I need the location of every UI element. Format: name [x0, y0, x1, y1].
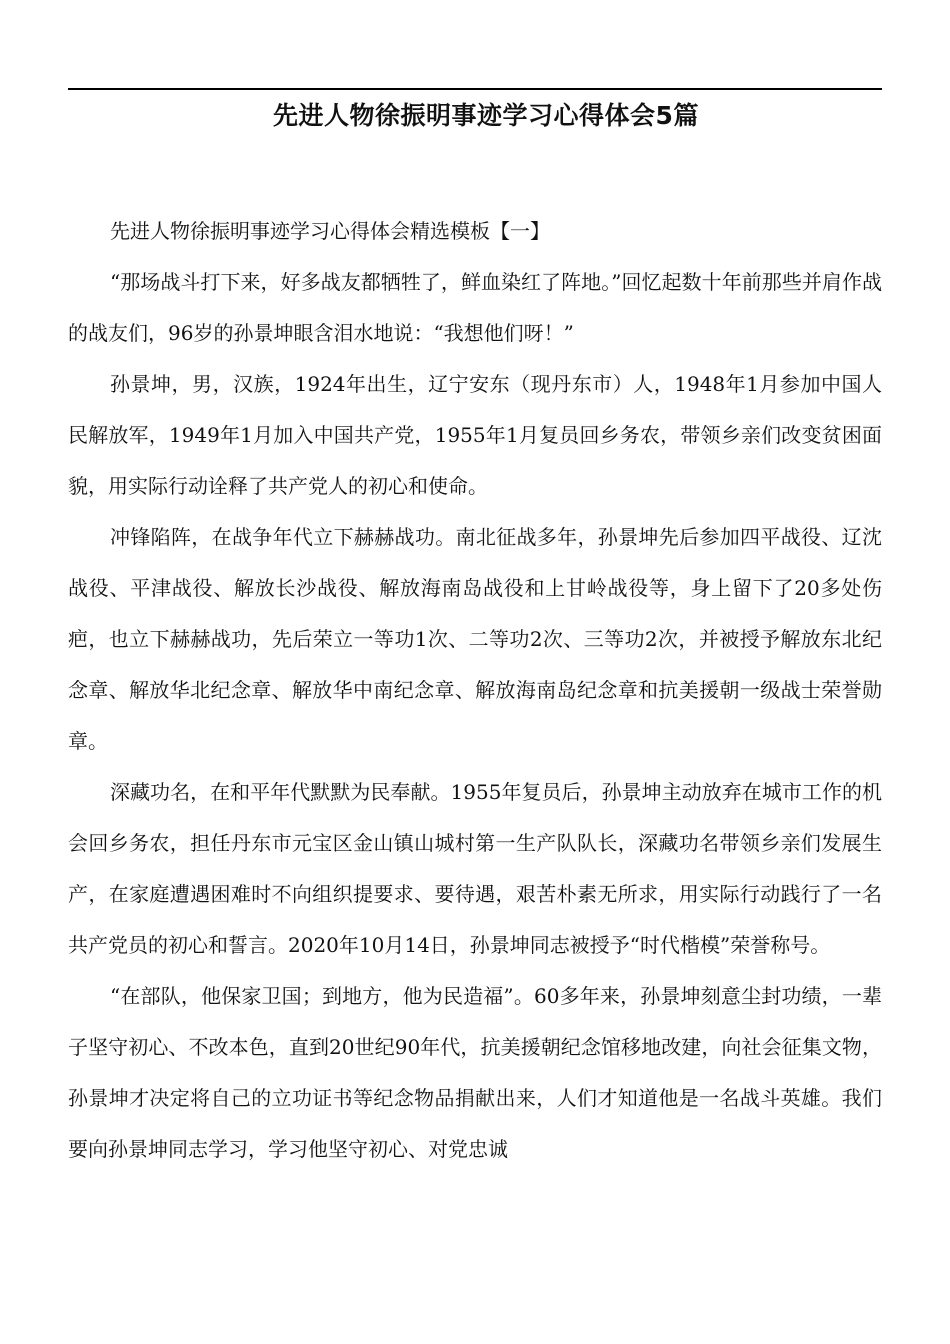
document-title: 先进人物徐振明事迹学习心得体会5篇 [273, 101, 699, 130]
paragraph-peacetime-service: 深藏功名，在和平年代默默为民奉献。1955年复员后，孙景坤主动放弃在城市工作的机会回乡务农，担任丹东市元宝区金山镇山城村第一生产队队长，深藏功名带领乡亲们发展生产，在家庭遭遇困难时不向组织提要求、要待遇，艰苦朴素无所求，用实际行动践行了一名共产党员的初心和誓言。2020年10月14日，孙景坤同志被授予“时代楷模”荣誉称号。 [68, 780, 882, 957]
header-rule [68, 88, 882, 90]
document-body [68, 206, 882, 1175]
paragraph-quote-memory: “那场战斗打下来，好多战友都牺牲了，鲜血染红了阵地。”回忆起数十年前那些并肩作战的战友们，96岁的孙景坤眼含泪水地说：“我想他们呀！” [68, 270, 882, 345]
paragraph-learning: “在部队，他保家卫国；到地方，他为民造福”。60多年来，孙景坤刻意尘封功绩，一辈子坚守初心、不改本色，直到20世纪90年代，抗美援朝纪念馆移地改建，向社会征集文物，孙景坤才决定将自己的立功证书等纪念物品捐献出来，人们才知道他是一名战斗英雄。我们要向孙景坤同志学习，学习他坚守初心、对党忠诚 [68, 984, 882, 1161]
paragraph-biography: 孙景坤，男，汉族，1924年出生，辽宁安东（现丹东市）人，1948年1月参加中国人民解放军，1949年1月加入中国共产党，1955年1月复员回乡务农，带领乡亲们改变贫困面貌，用实际行动诠释了共产党人的初心和使命。 [68, 372, 882, 498]
paragraph-war-merits: 冲锋陷阵，在战争年代立下赫赫战功。南北征战多年，孙景坤先后参加四平战役、辽沈战役、平津战役、解放长沙战役、解放海南岛战役和上甘岭战役等，身上留下了20多处伤疤，也立下赫赫战功，先后荣立一等功1次、二等功2次、三等功2次，并被授予解放东北纪念章、解放华北纪念章、解放华中南纪念章、解放海南岛纪念章和抗美援朝一级战士荣誉勋章。 [68, 525, 882, 753]
section-heading: 先进人物徐振明事迹学习心得体会精选模板【一】 [110, 219, 550, 243]
